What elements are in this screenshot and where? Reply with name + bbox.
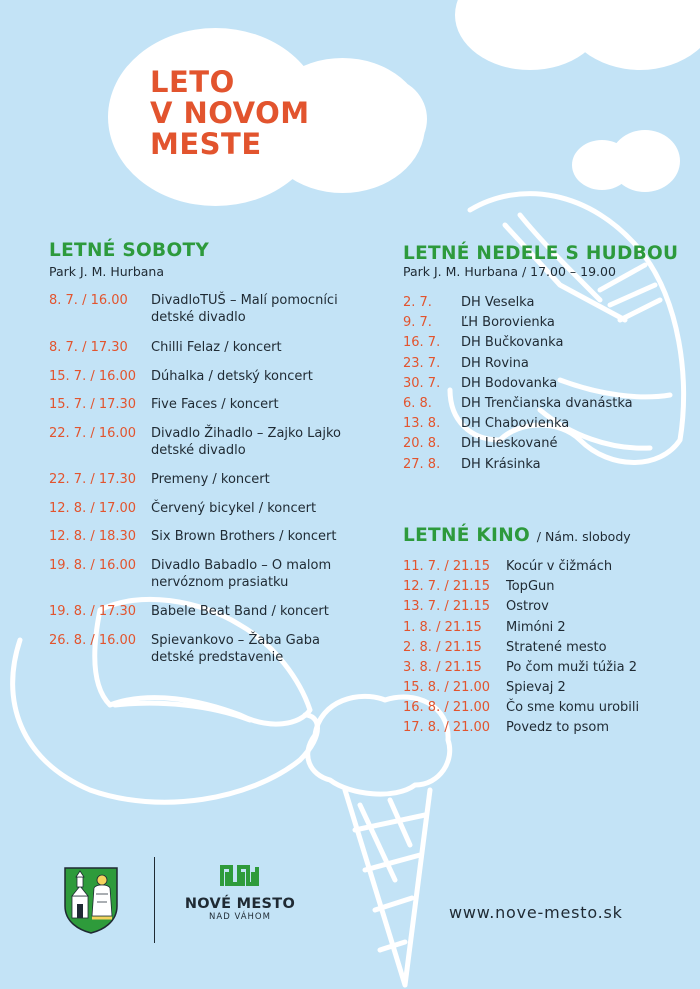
title-line-1: LETO xyxy=(150,65,235,99)
cinema-heading-title: LETNÉ KINO xyxy=(403,525,531,546)
town-logo-mark-icon xyxy=(219,862,261,888)
cinema-heading xyxy=(403,525,631,546)
town-logo xyxy=(184,862,296,922)
sundays-heading: LETNÉ NEDELE S HUDBOU xyxy=(403,243,679,264)
website-link[interactable]: www.nove-mesto.sk xyxy=(449,903,623,922)
title-line-2: V NOVOM xyxy=(150,96,310,130)
title-line-3: MESTE xyxy=(150,127,262,161)
town-logo-name: NOVÉ MESTO xyxy=(184,896,296,912)
coat-of-arms-icon xyxy=(63,866,119,934)
town-logo-sub: NAD VÁHOM xyxy=(209,912,271,922)
poster: LETO V NOVOM MESTE LETNÉ SOBOTY Park J. M. Hurbana 8. 7. / 16.00 DivadloTUŠ – Malí pomocníci detské divadlo 8. 7. / 17.30 Chilli Felaz / koncert 15. 7. / 16.00 Dúhalka / detský koncert 15. 7. / 17.30 Five Faces / koncert 22. 7. / 16.00 Divadlo Žihadlo – Zajko Lajko detské divadlo 22. 7. / 17.30 Premeny / koncert 12. 8. / 17.00 Červený bicykel / koncert 12. 8. / 18.30 Six Brown Brothers / koncert 19. 8. / 16.00 Divadlo Babadlo – O malom nervóznom prasiatku 19. 8. / 17.30 Babele Beat Band / koncert 26. 8. / 16.00 Spievankovo – Žaba Gaba detské predstavenie LETNÉ NEDELE S HUDBOU Park J. M. Hurbana / 17.00 – 19.00 2. 7. DH Veselka 9. 7. ĽH Borovienka 16. 7. DH Bučkovanka 23. 7. DH Rovina 30. 7. DH Bodovanka 6. 8. DH Trenčianska dvanástka 13. 8. DH Chabovienka 20. 8. DH Lieskované 27. 8. DH Krásinka LETNÉ KINO / Nám. slobody 11. 7. / 21.15 Kocúr v čižmách 12. 7. / 21.15 TopGun 13. 7. / 21.15 Ostrov 1. 8. / 21.15 Mimóni 2 2. 8. / 21.15 Stratené mesto 3. 8. / 21.15 Po čom muži túžia 2 15. 8. / 21.00 Spievaj 2 16. 8. / 21.00 Čo sme komu urobili 17. 8. / 21.00 Povedz to psom NOVÉ MESTO NAD VÁHOM www.nove-mesto.sk xyxy=(0,0,700,989)
cinema-venue: / Nám. slobody xyxy=(536,529,631,544)
saturdays-heading: LETNÉ SOBOTY xyxy=(49,240,210,261)
sundays-venue: Park J. M. Hurbana / 17.00 – 19.00 xyxy=(403,264,616,279)
saturdays-venue: Park J. M. Hurbana xyxy=(49,264,164,279)
footer-divider xyxy=(154,857,155,943)
poster-title xyxy=(150,67,310,160)
